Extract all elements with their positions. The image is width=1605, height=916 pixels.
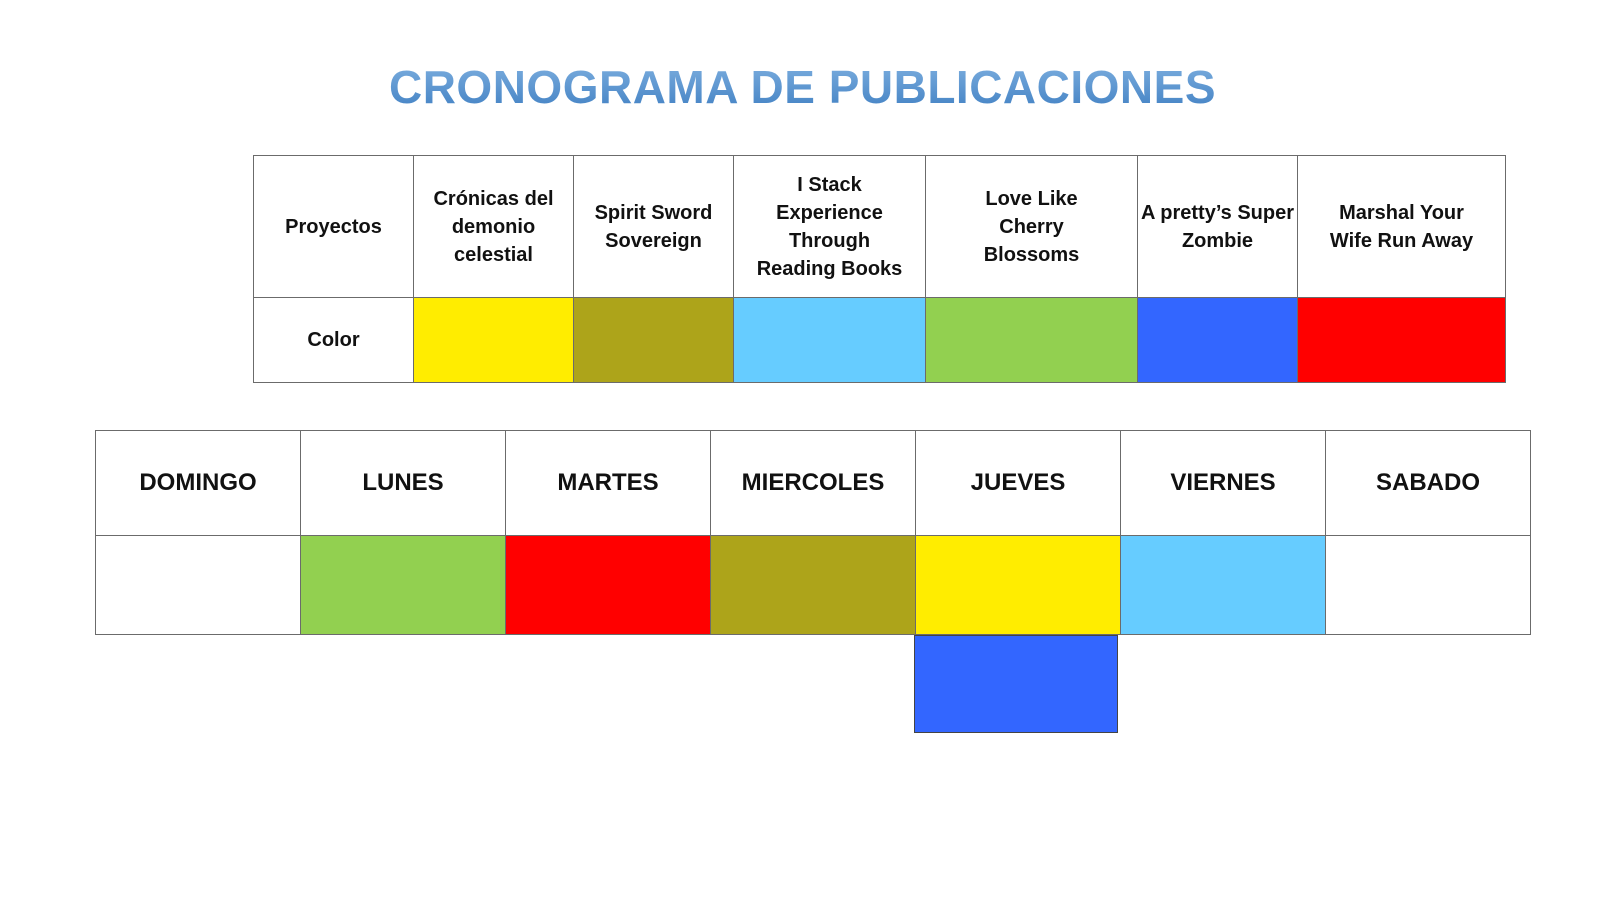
page-title: CRONOGRAMA DE PUBLICACIONES [0,60,1605,114]
project-name-spirit-sword: Spirit Sword Sovereign [574,156,734,298]
color-swatch-pretty-zombie [1138,298,1298,383]
day-lunes: LUNES [301,431,506,536]
weekday-header-row [96,431,1531,536]
day-jueves: JUEVES [916,431,1121,536]
day-miercoles: MIERCOLES [711,431,916,536]
slot-lunes [301,536,506,635]
day-viernes: VIERNES [1121,431,1326,536]
project-name-pretty-zombie: A pretty’s Super Zombie [1138,156,1298,298]
color-swatch-i-stack [734,298,926,383]
projects-name-row [254,156,1506,298]
day-domingo: DOMINGO [96,431,301,536]
slot-viernes [1121,536,1326,635]
projects-table [253,155,1506,383]
weekly-schedule-table [95,430,1531,635]
slot-jueves-extra [914,635,1118,733]
project-name-marshal: Marshal Your Wife Run Away [1298,156,1506,298]
project-name-i-stack: I Stack Experience Through Reading Books [734,156,926,298]
projects-header: Proyectos [254,156,414,298]
color-swatch-spirit-sword [574,298,734,383]
slot-domingo [96,536,301,635]
projects-color-row [254,298,1506,383]
project-name-cronicas: Crónicas del demonio celestial [414,156,574,298]
schedule-slot-row [96,536,1531,635]
slot-jueves [916,536,1121,635]
color-label: Color [254,298,414,383]
color-swatch-marshal [1298,298,1506,383]
slot-martes [506,536,711,635]
color-swatch-love-like [926,298,1138,383]
day-sabado: SABADO [1326,431,1531,536]
project-name-love-like: Love Like Cherry Blossoms [926,156,1138,298]
slot-sabado [1326,536,1531,635]
day-martes: MARTES [506,431,711,536]
slot-miercoles [711,536,916,635]
color-swatch-cronicas [414,298,574,383]
